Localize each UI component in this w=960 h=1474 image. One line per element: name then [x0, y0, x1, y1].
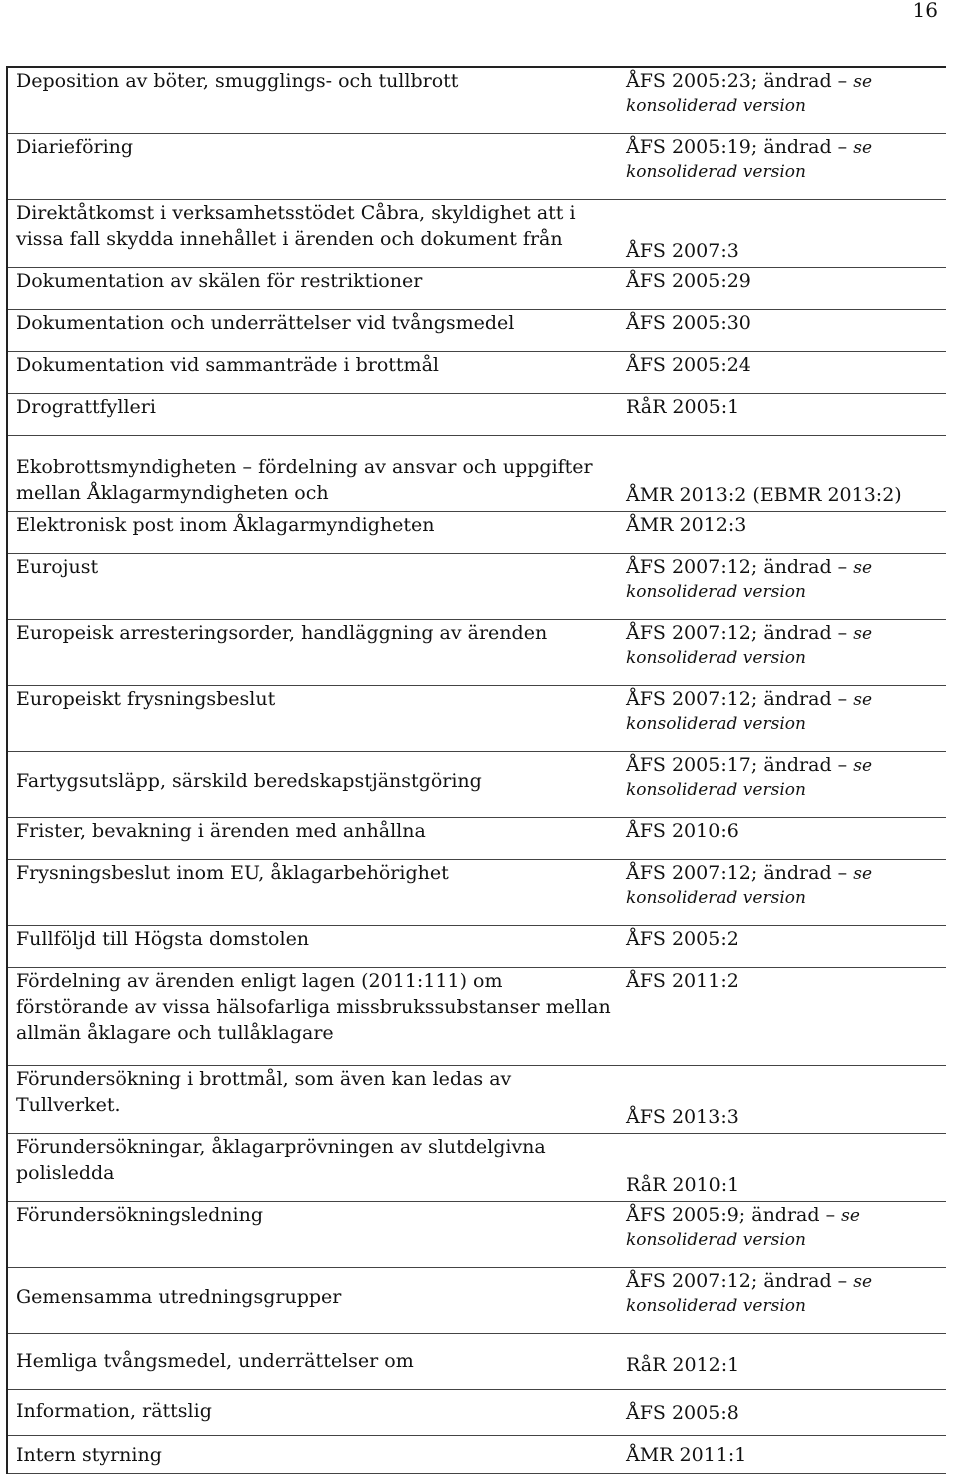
topic-cell — [7, 925, 618, 967]
reference-text: RåR 2012:1 — [626, 1353, 740, 1376]
table-row — [7, 267, 946, 309]
reference-text: ÅFS 2005:30 — [626, 311, 751, 334]
table-row — [7, 393, 946, 435]
reference-cell — [618, 751, 946, 817]
reference-text: ÅFS 2007:12; ändrad – — [626, 687, 848, 710]
reference-cell — [618, 1201, 946, 1267]
regulation-index-table — [6, 66, 946, 1474]
see-note: se — [841, 1205, 860, 1226]
reference-cell — [618, 67, 946, 133]
reference-text: ÅFS 2005:9; ändrad – — [626, 1203, 836, 1226]
topic-cell — [7, 1267, 618, 1333]
reference-cell — [618, 967, 946, 1065]
topic-text: Elektronisk post inom Åklagarmyndigheten — [16, 513, 435, 536]
table-row — [7, 309, 946, 351]
topic-cell — [7, 309, 618, 351]
topic-text: Eurojust — [16, 555, 99, 578]
topic-cell — [7, 67, 618, 133]
table-row — [7, 553, 946, 619]
topic-text: Europeisk arresteringsorder, handläggning av ärenden — [16, 621, 548, 644]
topic-text: Tullverket. — [16, 1093, 121, 1116]
see-note: se — [853, 863, 873, 884]
topic-text: Intern styrning — [16, 1443, 162, 1466]
topic-cell — [7, 199, 618, 267]
table-row — [7, 685, 946, 751]
topic-cell — [7, 267, 618, 309]
reference-cell — [618, 435, 946, 511]
table-row — [7, 967, 946, 1065]
topic-text: Europeiskt frysningsbeslut — [16, 687, 276, 710]
table-row — [7, 1435, 946, 1473]
reference-cell — [618, 859, 946, 925]
consolidated-version-link[interactable]: konsoliderad version — [626, 161, 806, 182]
reference-cell — [618, 817, 946, 859]
topic-cell — [7, 1133, 618, 1201]
table-row — [7, 435, 946, 511]
topic-cell — [7, 685, 618, 751]
topic-cell — [7, 1201, 618, 1267]
consolidated-version-link[interactable]: konsoliderad version — [626, 713, 806, 734]
reference-text: RåR 2005:1 — [626, 395, 740, 418]
topic-text: Frister, bevakning i ärenden med anhållna — [16, 819, 426, 842]
reference-text: ÅMR 2011:1 — [626, 1443, 747, 1466]
reference-text: ÅFS 2005:23; ändrad – — [626, 70, 848, 92]
topic-text: Frysningsbeslut inom EU, åklagarbehörighet — [16, 861, 449, 884]
reference-cell — [618, 133, 946, 199]
reference-text: ÅMR 2012:3 — [626, 513, 747, 536]
see-note: se — [853, 689, 873, 710]
reference-text: ÅFS 2005:29 — [626, 269, 751, 292]
consolidated-version-link[interactable]: konsoliderad version — [626, 1295, 806, 1316]
topic-text: Förundersökning i brottmål, som även kan ledas av — [16, 1067, 512, 1090]
topic-text: Dokumentation av skälen för restriktioner — [16, 269, 423, 292]
consolidated-version-link[interactable]: konsoliderad version — [626, 779, 806, 800]
topic-text: Hemliga tvångsmedel, underrättelser om — [16, 1349, 414, 1372]
table-row — [7, 1267, 946, 1333]
reference-text: ÅFS 2007:12; ändrad – — [626, 861, 848, 884]
reference-cell — [618, 925, 946, 967]
consolidated-version-link[interactable]: konsoliderad version — [626, 647, 806, 668]
topic-text: Diarieföring — [16, 135, 134, 158]
consolidated-version-link[interactable]: konsoliderad version — [626, 581, 806, 602]
topic-cell — [7, 511, 618, 553]
reference-cell — [618, 351, 946, 393]
topic-cell — [7, 1333, 618, 1389]
topic-cell — [7, 553, 618, 619]
topic-text: Information, rättslig — [16, 1399, 212, 1422]
topic-cell — [7, 133, 618, 199]
topic-text: Fullföljd till Högsta domstolen — [16, 927, 310, 950]
reference-cell — [618, 1065, 946, 1133]
reference-cell — [618, 1333, 946, 1389]
topic-text: vissa fall skydda innehållet i ärenden och dokument från — [16, 227, 563, 250]
table-row — [7, 925, 946, 967]
topic-text: Drograttfylleri — [16, 395, 156, 418]
topic-cell — [7, 435, 618, 511]
reference-text: ÅFS 2010:6 — [626, 819, 739, 842]
reference-cell — [618, 685, 946, 751]
table-row — [7, 619, 946, 685]
reference-cell — [618, 1133, 946, 1201]
reference-text: ÅFS 2005:2 — [626, 927, 739, 950]
reference-text: ÅFS 2011:2 — [626, 969, 739, 992]
reference-text: ÅMR 2013:2 (EBMR 2013:2) — [626, 483, 902, 506]
topic-text: Förundersökningsledning — [16, 1203, 263, 1226]
table-row — [7, 511, 946, 553]
table-row — [7, 751, 946, 817]
reference-cell — [618, 1389, 946, 1435]
topic-cell — [7, 351, 618, 393]
reference-text: ÅFS 2007:12; ändrad – — [626, 621, 848, 644]
reference-cell — [618, 1267, 946, 1333]
reference-text: ÅFS 2005:17; ändrad – — [626, 753, 848, 776]
topic-text: Dokumentation vid sammanträde i brottmål — [16, 353, 439, 376]
reference-text: ÅFS 2007:12; ändrad – — [626, 555, 848, 578]
reference-cell — [618, 199, 946, 267]
reference-cell — [618, 619, 946, 685]
topic-cell — [7, 967, 618, 1065]
table-row — [7, 1333, 946, 1389]
table-row — [7, 817, 946, 859]
table-row — [7, 1389, 946, 1435]
topic-cell — [7, 817, 618, 859]
topic-cell — [7, 1435, 618, 1473]
table-row — [7, 67, 946, 133]
table-row — [7, 351, 946, 393]
topic-text: mellan Åklagarmyndigheten och — [16, 481, 329, 504]
reference-text: ÅFS 2013:3 — [626, 1105, 739, 1128]
table-row — [7, 199, 946, 267]
table-row — [7, 1065, 946, 1133]
table-row — [7, 1133, 946, 1201]
consolidated-version-link[interactable]: konsoliderad version — [626, 887, 806, 908]
topic-cell — [7, 1065, 618, 1133]
reference-cell — [618, 511, 946, 553]
consolidated-version-link[interactable]: konsoliderad version — [626, 1229, 806, 1250]
reference-cell — [618, 267, 946, 309]
reference-cell — [618, 393, 946, 435]
topic-cell — [7, 619, 618, 685]
see-note: se — [853, 623, 873, 644]
consolidated-version-link[interactable]: konsoliderad version — [626, 96, 806, 116]
reference-text: ÅFS 2007:3 — [626, 239, 739, 262]
reference-text: ÅFS 2005:24 — [626, 353, 751, 376]
topic-text: allmän åklagare och tullåklagare — [16, 1021, 334, 1044]
topic-text: Fördelning av ärenden enligt lagen (2011:111) om — [16, 969, 503, 992]
reference-cell — [618, 309, 946, 351]
topic-text: Ekobrottsmyndigheten – fördelning av ansvar och uppgifter — [16, 455, 593, 478]
table-row — [7, 1201, 946, 1267]
reference-text: ÅFS 2005:8 — [626, 1401, 739, 1424]
reference-text: RåR 2010:1 — [626, 1173, 740, 1196]
see-note: se — [853, 755, 873, 776]
reference-cell — [618, 1435, 946, 1473]
topic-text: förstörande av vissa hälsofarliga missbrukssubstanser mellan — [16, 995, 611, 1018]
reference-text: ÅFS 2005:19; ändrad – — [626, 135, 848, 158]
topic-text: Gemensamma utredningsgrupper — [16, 1285, 342, 1308]
see-note: se — [853, 557, 873, 578]
see-note: se — [853, 137, 873, 158]
topic-cell — [7, 751, 618, 817]
see-note: se — [853, 1271, 873, 1292]
topic-cell — [7, 859, 618, 925]
page-number: 16 — [912, 0, 938, 22]
table-row — [7, 133, 946, 199]
topic-text: polisledda — [16, 1161, 115, 1184]
topic-text: Deposition av böter, smugglings- och tullbrott — [16, 70, 459, 92]
table-row — [7, 859, 946, 925]
topic-cell — [7, 1389, 618, 1435]
topic-text: Direktåtkomst i verksamhetsstödet Cåbra, skyldighet att i — [16, 201, 576, 224]
topic-text: Dokumentation och underrättelser vid tvångsmedel — [16, 311, 515, 334]
reference-text: ÅFS 2007:12; ändrad – — [626, 1269, 848, 1292]
topic-text: Förundersökningar, åklagarprövningen av slutdelgivna — [16, 1135, 546, 1158]
topic-text: Fartygsutsläpp, särskild beredskapstjänstgöring — [16, 769, 482, 792]
reference-cell — [618, 553, 946, 619]
see-note: se — [853, 72, 873, 92]
topic-cell — [7, 393, 618, 435]
